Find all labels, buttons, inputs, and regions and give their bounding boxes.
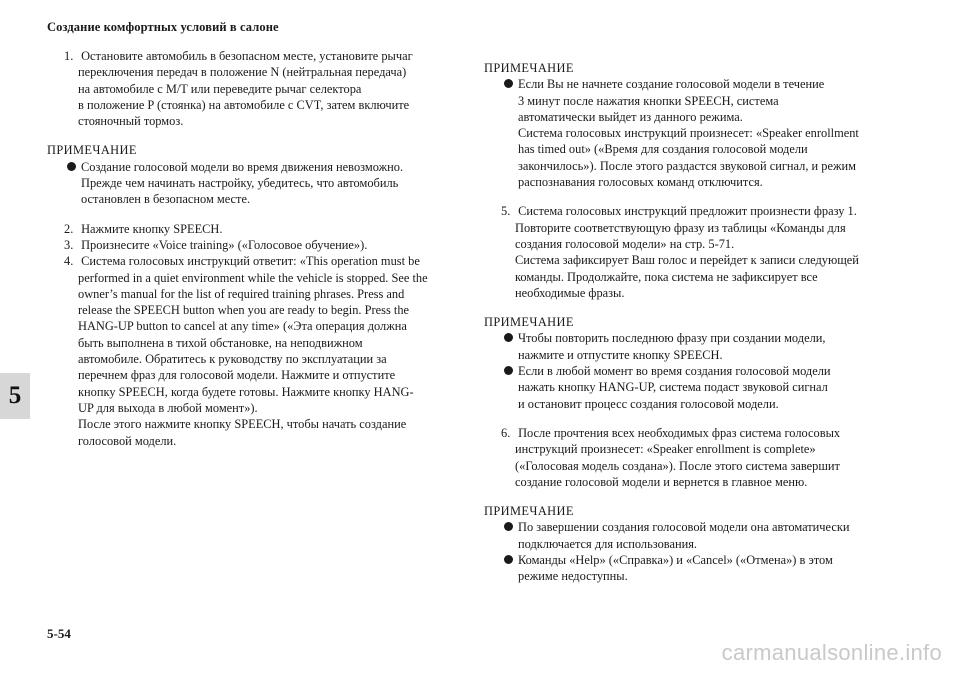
bullet-icon xyxy=(504,333,513,342)
note-text: Чтобы повторить последнюю фразу при создании модели, xyxy=(518,331,826,346)
bullet-icon xyxy=(504,522,513,531)
step-text: переключения передач в положение N (нейтральная передача) xyxy=(78,65,407,80)
step-text: После прочтения всех необходимых фраз система голосовых xyxy=(518,425,841,440)
note-text: и остановит процесс создания голосовой модели. xyxy=(518,396,779,411)
step-6 xyxy=(484,425,904,490)
step-text: голосовой модели. xyxy=(78,433,177,448)
bullet-icon xyxy=(504,79,513,88)
note-text: Если в любой момент во время создания голосовой модели xyxy=(518,364,831,379)
watermark: carmanualsonline.info xyxy=(721,640,942,665)
step-number: 6. xyxy=(501,425,511,440)
step-number: 1. xyxy=(64,49,74,63)
step-text: Произнесите «Voice training» («Голосовое обучение»). xyxy=(81,237,368,252)
note-text: автоматически выйдет из данного режима. xyxy=(518,109,743,124)
step-text: Система голосовых инструкций предложит произнести фразу 1. xyxy=(518,204,857,219)
bullet-icon xyxy=(504,366,513,375)
note-text: По завершении создания голосовой модели она автоматически xyxy=(518,520,850,535)
step-text: owner’s manual for the list of required training phrases. Press and xyxy=(78,286,405,301)
note-text: Если Вы не начнете создание голосовой модели в течение xyxy=(518,77,825,92)
note-text: Команды «Help» («Справка») и «Cancel» («Отмена») в этом xyxy=(518,553,833,568)
bullet-icon xyxy=(67,162,76,171)
note-text: нажать кнопку HANG-UP, система подаст звуковой сигнал xyxy=(518,380,828,395)
note-text: нажмите и отпустите кнопку SPEECH. xyxy=(518,347,723,362)
step-text: HANG-UP button to cancel at any time» («Эта операция должна xyxy=(78,319,407,334)
step-text: необходимые фразы. xyxy=(515,285,625,300)
step-3 xyxy=(47,237,467,253)
step-2 xyxy=(47,221,467,237)
note-heading: ПРИМЕЧАНИЕ xyxy=(484,315,574,330)
note-block xyxy=(484,503,904,584)
step-number: 2. xyxy=(64,221,74,236)
step-text: быть выполнена в тихой обстановке, на неподвижном xyxy=(78,335,363,350)
step-text: Остановите автомобиль в безопасном месте, установите рычаг xyxy=(81,49,413,63)
step-text: на автомобиле с M/T или переведите рычаг селектора xyxy=(78,81,362,96)
note-text: Система голосовых инструкций произнесет: «Speaker enrollment xyxy=(518,126,859,141)
right-column xyxy=(484,60,904,585)
step-text: создания голосовой модели» на стр. 5-71. xyxy=(515,236,735,251)
note-text: режиме недоступны. xyxy=(518,569,628,584)
page-number: 5-54 xyxy=(47,626,71,641)
running-header: Создание комфортных условий в салоне xyxy=(47,20,279,34)
note-text: Прежде чем начинать настройку, убедитесь, что автомобиль xyxy=(81,176,399,191)
step-number: 4. xyxy=(64,254,74,269)
step-text: создание голосовой модели и вернется в главное меню. xyxy=(515,474,808,489)
note-block xyxy=(47,142,467,207)
step-5 xyxy=(484,203,904,301)
step-text: автомобиле. Обратитесь к руководству по эксплуатации за xyxy=(78,352,387,367)
step-text: кнопку SPEECH, когда будете готовы. Нажмите кнопку HANG- xyxy=(78,384,414,399)
step-number: 3. xyxy=(64,237,74,252)
step-number: 5. xyxy=(501,204,511,219)
step-text: Система зафиксирует Ваш голос и перейдет к записи следующей xyxy=(515,253,859,268)
step-text: После этого нажмите кнопку SPEECH, чтобы начать создание xyxy=(78,417,407,432)
note-text: распознавания голосовых команд отключится. xyxy=(518,175,763,190)
step-text: release the SPEECH button when you are ready to begin. Press the xyxy=(78,303,410,318)
note-text: Создание голосовой модели во время движения невозможно. xyxy=(81,159,404,174)
step-text: Повторите соответствующую фразу из таблицы «Команды для xyxy=(515,220,846,235)
note-heading: ПРИМЕЧАНИЕ xyxy=(484,61,574,75)
note-text: 3 минут после нажатия кнопки SPEECH, система xyxy=(518,93,779,108)
step-1 xyxy=(47,48,467,129)
note-text: закончилось»). После этого раздастся звуковой сигнал, и режим xyxy=(518,158,857,173)
note-heading: ПРИМЕЧАНИЕ xyxy=(484,504,574,519)
chapter-tab: 5 xyxy=(0,373,30,419)
step-text: команды. Продолжайте, пока система не зафиксирует все xyxy=(515,269,818,284)
step-text: в положение P (стоянка) на автомобиле с CVT, затем включите xyxy=(78,97,410,112)
step-text: UP для выхода в любой момент»). xyxy=(78,400,258,415)
step-text: инструкций произнесет: «Speaker enrollment is complete» xyxy=(515,442,816,457)
note-block xyxy=(484,314,904,412)
note-text: has timed out» («Время для создания голосовой модели xyxy=(518,142,808,157)
step-text: перечнем фраз для голосовой модели. Нажмите и отпустите xyxy=(78,368,396,383)
note-text: остановлен в безопасном месте. xyxy=(81,192,251,207)
left-column xyxy=(47,48,467,449)
step-text: стояночный тормоз. xyxy=(78,114,184,129)
step-text: Нажмите кнопку SPEECH. xyxy=(81,221,223,236)
note-text: подключается для использования. xyxy=(518,536,698,551)
step-text: («Голосовая модель создана»). После этого система завершит xyxy=(515,458,840,473)
step-text: Система голосовых инструкций ответит: «This operation must be xyxy=(81,254,420,269)
note-heading: ПРИМЕЧАНИЕ xyxy=(47,143,137,158)
step-text: performed in a quiet environment while the vehicle is stopped. See the xyxy=(78,270,428,285)
note-block xyxy=(484,60,904,190)
bullet-icon xyxy=(504,555,513,564)
step-4 xyxy=(47,253,467,449)
